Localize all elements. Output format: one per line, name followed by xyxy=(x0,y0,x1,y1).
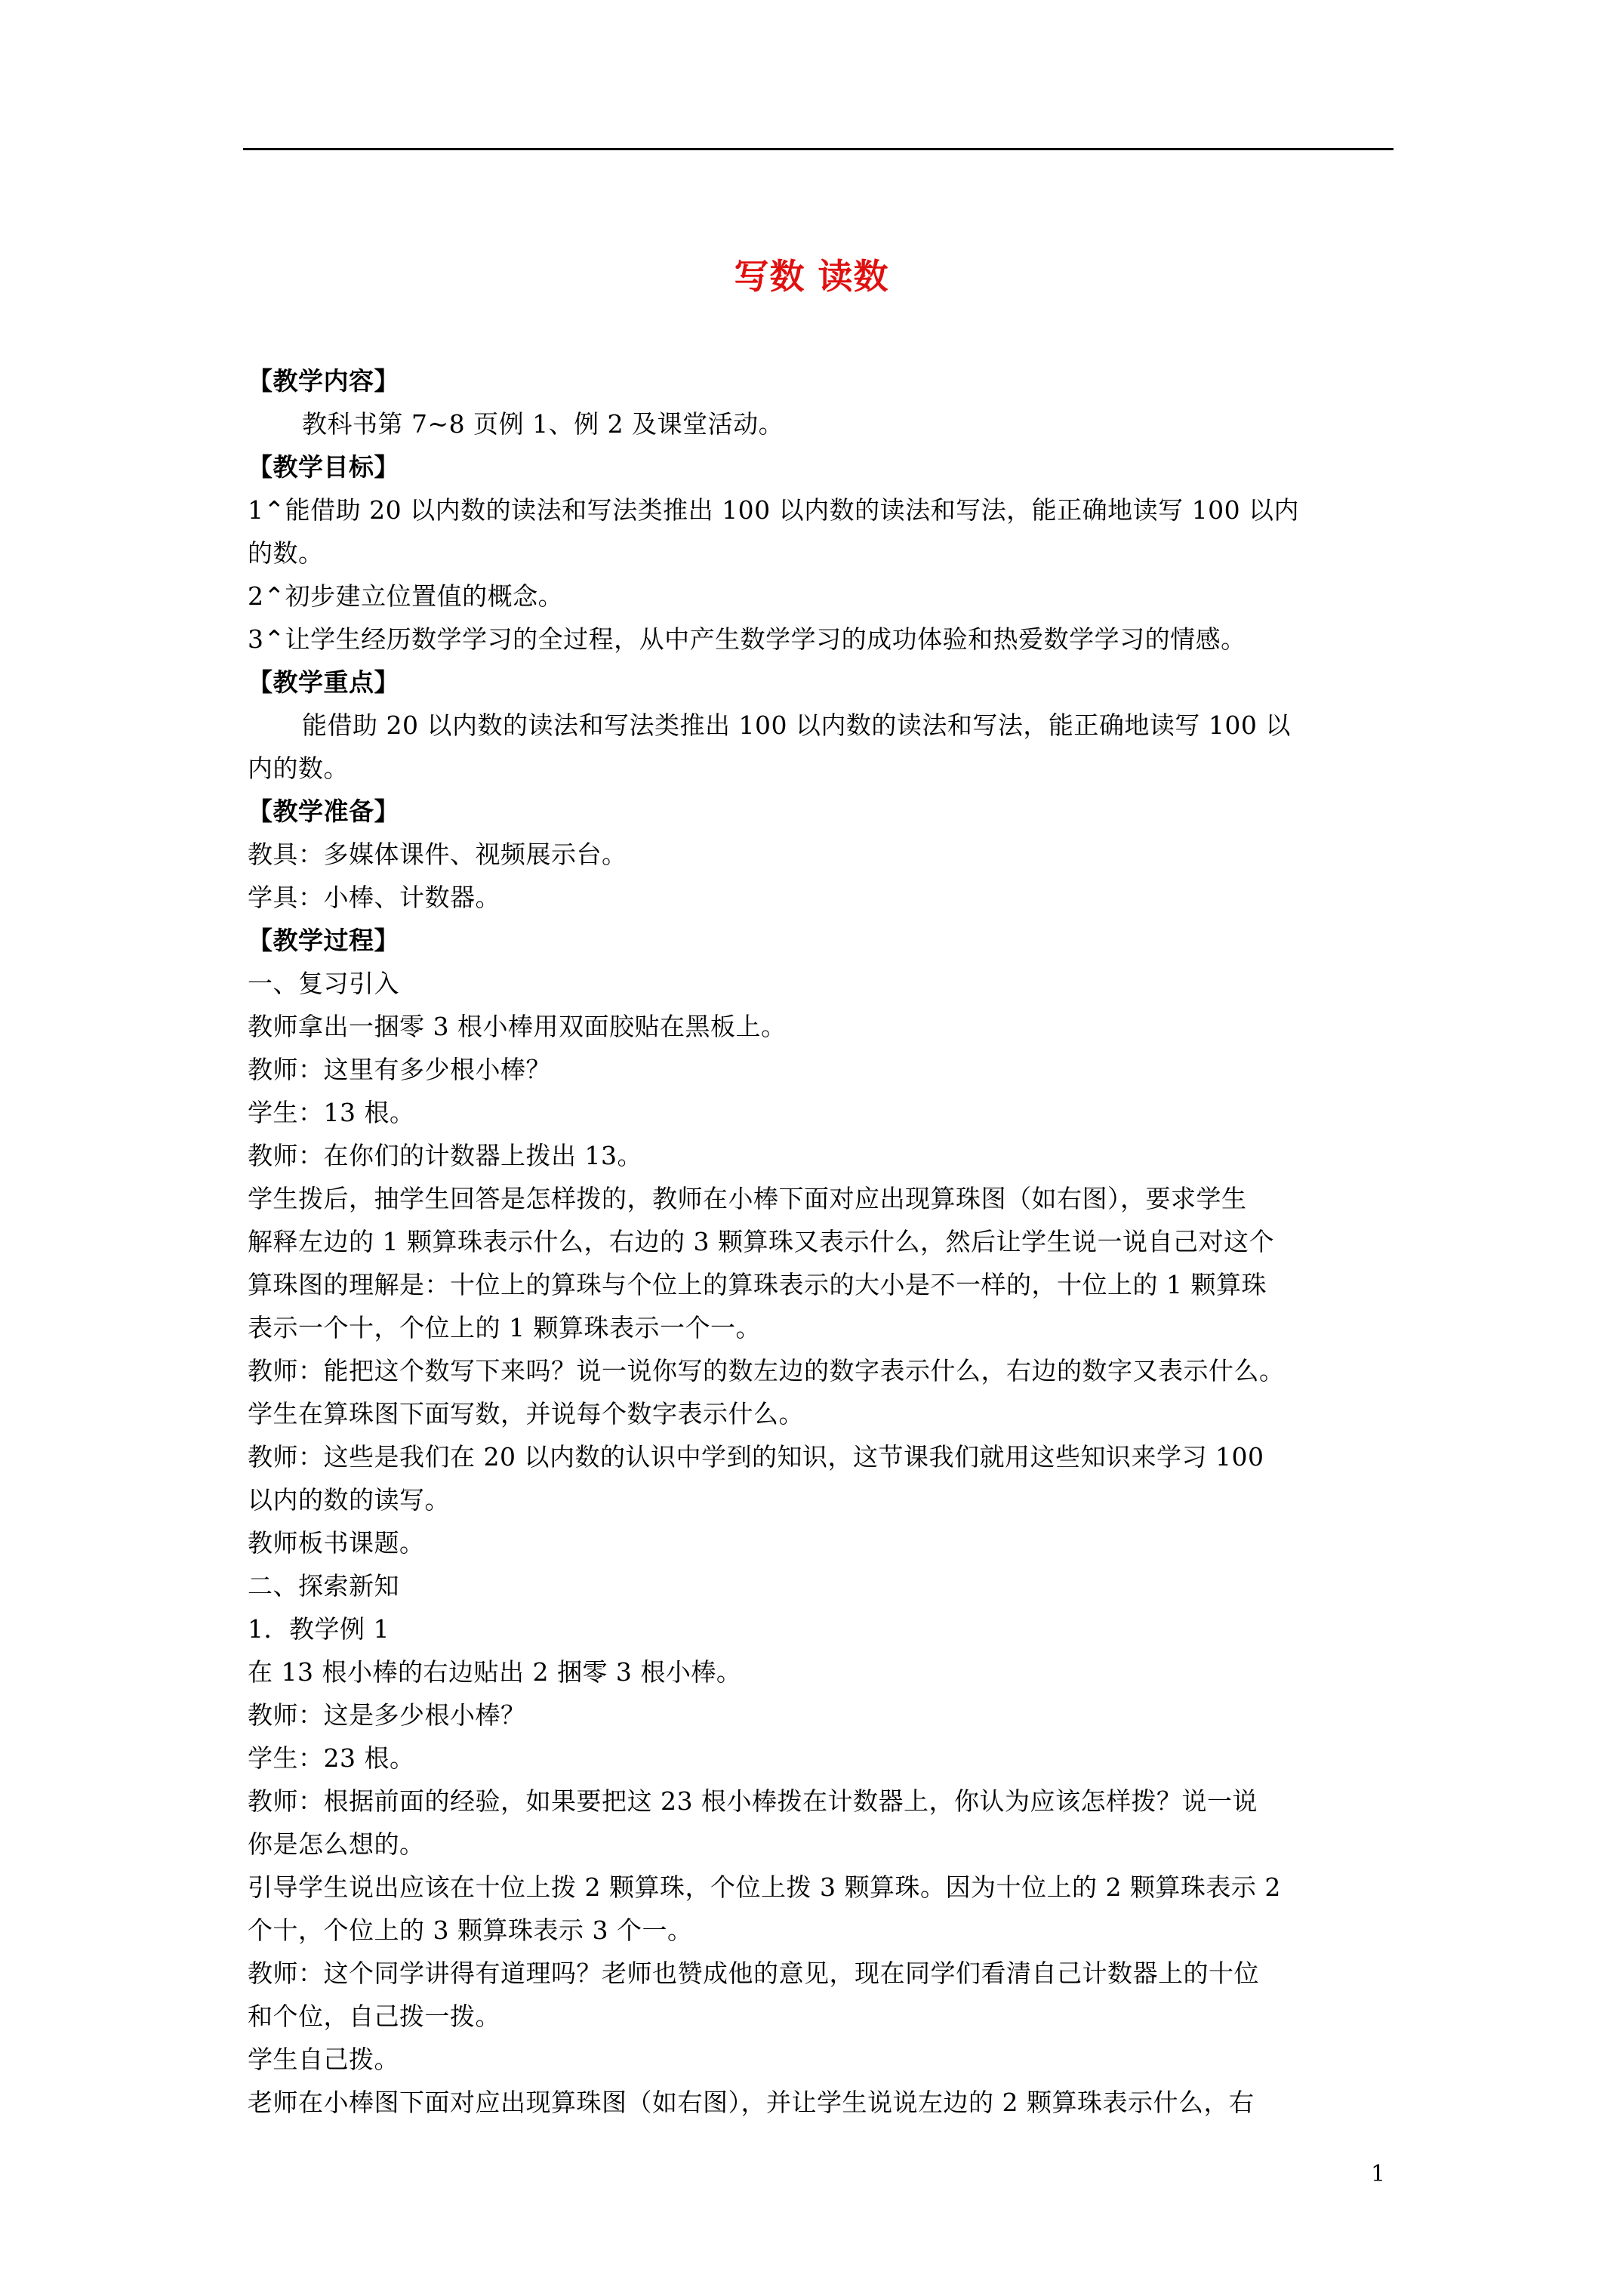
document-title: 写数 读数 xyxy=(734,256,889,297)
paragraph-line: 教师：这些是我们在 20 以内数的认识中学到的知识，这节课我们就用这些知识来学习 100 xyxy=(248,1442,1264,1472)
paragraph-line: 个十，个位上的 3 颗算珠表示 3 个一。 xyxy=(248,1915,693,1945)
paragraph-line: 学生：13 根。 xyxy=(248,1098,415,1127)
section-heading: 【教学准备】 xyxy=(248,797,399,826)
paragraph-line: 教师：在你们的计数器上拨出 13。 xyxy=(248,1141,642,1170)
paragraph-line: 的数。 xyxy=(248,538,324,568)
section-heading: 【教学过程】 xyxy=(248,926,399,955)
paragraph-line: 一、复习引入 xyxy=(248,969,399,998)
paragraph-line: 老师在小棒图下面对应出现算珠图（如右图），并让学生说说左边的 2 颗算珠表示什么，右 xyxy=(248,2088,1255,2117)
paragraph-line: 3⌃让学生经历数学学习的全过程，从中产生数学学习的成功体验和热爱数学学习的情感。 xyxy=(248,624,1246,654)
paragraph-line: 能借助 20 以内数的读法和写法类推出 100 以内数的读法和写法，能正确地读写 100 以 xyxy=(302,710,1291,740)
page-number: 1 xyxy=(1371,2161,1386,2187)
header-rule xyxy=(243,148,1394,150)
paragraph-line: 学生：23 根。 xyxy=(248,1743,415,1773)
section-heading: 【教学内容】 xyxy=(248,366,399,396)
paragraph-line: 学生在算珠图下面写数，并说每个数字表示什么。 xyxy=(248,1399,804,1428)
section-heading: 【教学目标】 xyxy=(248,452,399,482)
paragraph-line: 引导学生说出应该在十位上拨 2 颗算珠，个位上拨 3 颗算珠。因为十位上的 2 颗算珠表示 2 xyxy=(248,1872,1281,1902)
paragraph-line: 2⌃初步建立位置值的概念。 xyxy=(248,581,564,611)
paragraph-line: 教科书第 7~8 页例 1、例 2 及课堂活动。 xyxy=(302,409,784,439)
paragraph-line: 教师：这里有多少根小棒？ xyxy=(248,1055,551,1084)
paragraph-line: 教具：多媒体课件、视频展示台。 xyxy=(248,840,627,869)
paragraph-line: 学生拨后，抽学生回答是怎样拨的，教师在小棒下面对应出现算珠图（如右图），要求学生 xyxy=(248,1184,1247,1213)
paragraph-line: 1⌃能借助 20 以内数的读法和写法类推出 100 以内数的读法和写法，能正确地读写 100 以内 xyxy=(248,495,1300,525)
document-body xyxy=(248,359,1395,2124)
paragraph-line: 学具：小棒、计数器。 xyxy=(248,883,500,912)
paragraph-line: 在 13 根小棒的右边贴出 2 捆零 3 根小棒。 xyxy=(248,1657,742,1687)
paragraph-line: 你是怎么想的。 xyxy=(248,1829,425,1859)
section-heading: 【教学重点】 xyxy=(248,667,399,697)
paragraph-line: 教师：这是多少根小棒？ xyxy=(248,1700,526,1730)
paragraph-line: 学生自己拨。 xyxy=(248,2045,399,2074)
paragraph-line: 1．教学例 1 xyxy=(248,1614,390,1644)
paragraph-line: 教师：根据前面的经验，如果要把这 23 根小棒拨在计数器上，你认为应该怎样拨？说一说 xyxy=(248,1786,1258,1816)
paragraph-line: 解释左边的 1 颗算珠表示什么，右边的 3 颗算珠又表示什么，然后让学生说一说自己对这个 xyxy=(248,1227,1274,1256)
paragraph-line: 算珠图的理解是：十位上的算珠与个位上的算珠表示的大小是不一样的，十位上的 1 颗算珠 xyxy=(248,1270,1267,1299)
paragraph-line: 和个位，自己拨一拨。 xyxy=(248,2002,500,2031)
paragraph-line: 二、探索新知 xyxy=(248,1571,399,1601)
paragraph-line: 教师：这个同学讲得有道理吗？老师也赞成他的意见，现在同学们看清自己计数器上的十位 xyxy=(248,1959,1259,1988)
paragraph-line: 表示一个十，个位上的 1 颗算珠表示一个一。 xyxy=(248,1313,761,1342)
paragraph-line: 教师拿出一捆零 3 根小棒用双面胶贴在黑板上。 xyxy=(248,1012,787,1041)
paragraph-line: 以内的数的读写。 xyxy=(248,1485,450,1515)
paragraph-line: 教师：能把这个数写下来吗？说一说你写的数左边的数字表示什么，右边的数字又表示什么。 xyxy=(248,1356,1285,1385)
paragraph-line: 内的数。 xyxy=(248,754,349,783)
paragraph-line: 教师板书课题。 xyxy=(248,1528,425,1558)
